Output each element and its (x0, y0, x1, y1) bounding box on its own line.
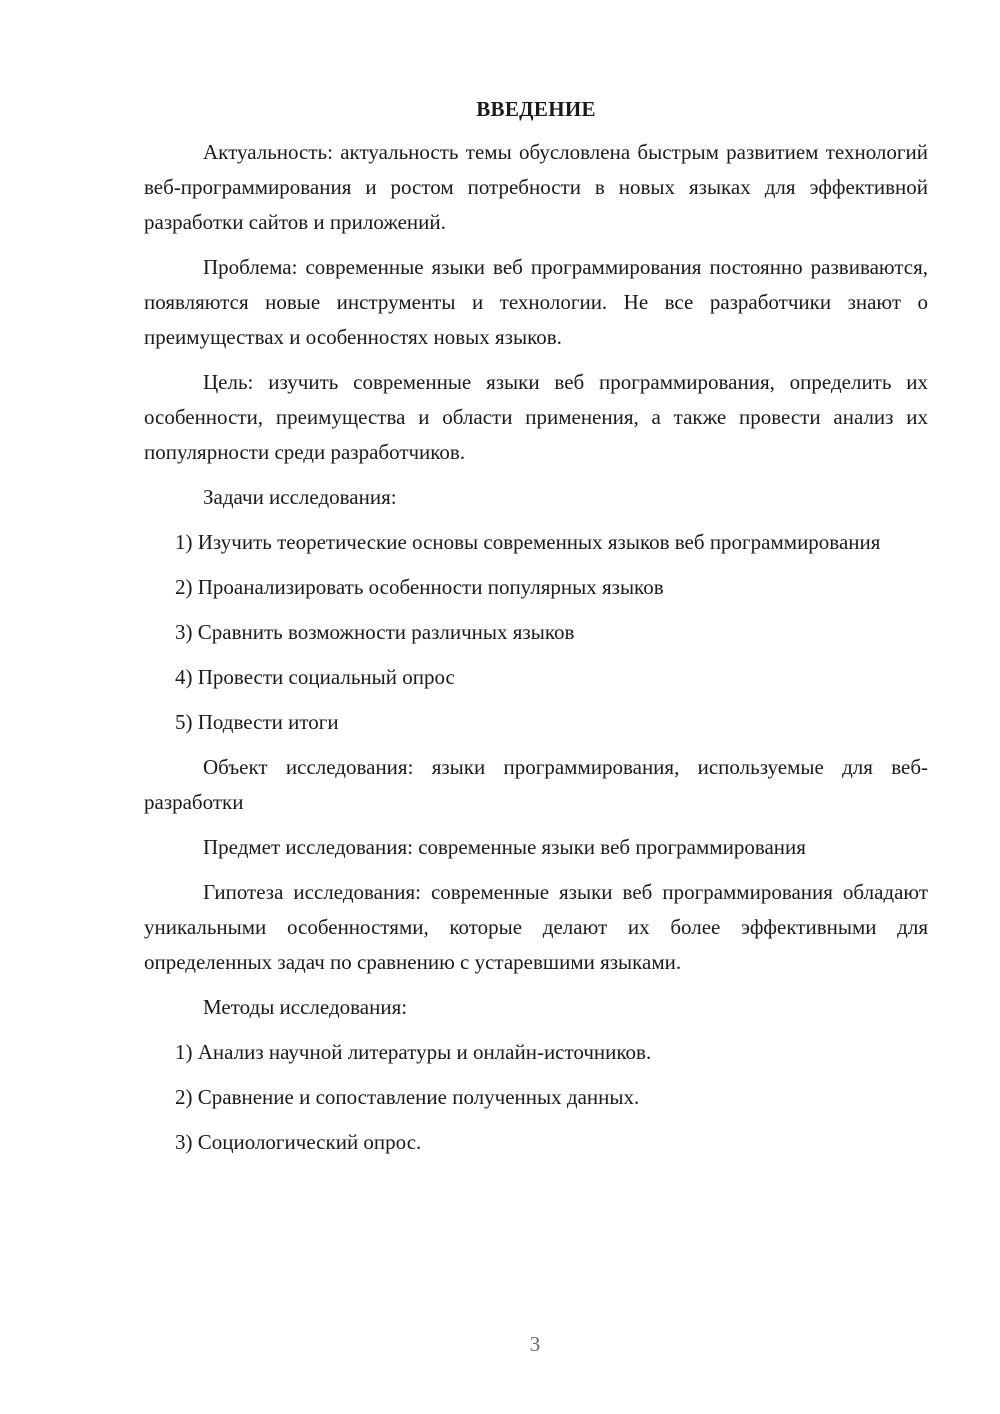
task-item-5: 5) Подвести итоги (175, 710, 339, 734)
document-page (144, 92, 928, 1170)
tasks-heading: Задачи исследования: (203, 485, 397, 509)
paragraph-subject: Предмет исследования: современные языки веб программирования (203, 835, 806, 859)
paragraph-object: Объект исследования: языки программирования, используемые для веб-разработки (144, 755, 928, 814)
paragraph-problem: Проблема: современные языки веб программирования постоянно развиваются, появляются новые инструменты и технологии. Не все разработчики знают о преимуществах и особенностях новых языков. (144, 255, 928, 349)
paragraph-relevance: Актуальность: актуальность темы обусловлена быстрым развитием технологий веб-программирования и ростом потребности в новых языках для эффективной разработки сайтов и приложений. (144, 140, 928, 234)
method-item-2: 2) Сравнение и сопоставление полученных данных. (175, 1085, 640, 1109)
page-number: 3 (529, 1332, 541, 1356)
task-item-3: 3) Сравнить возможности различных языков (175, 620, 575, 644)
method-item-3: 3) Социологический опрос. (175, 1130, 422, 1154)
task-item-1: 1) Изучить теоретические основы современных языков веб программирования (175, 530, 881, 554)
paragraph-goal: Цель: изучить современные языки веб программирования, определить их особенности, преимущества и области применения, а также провести анализ их популярности среди разработчиков. (144, 370, 928, 464)
page-title: ВВЕДЕНИЕ (476, 97, 596, 121)
method-item-1: 1) Анализ научной литературы и онлайн-источников. (175, 1040, 652, 1064)
task-item-2: 2) Проанализировать особенности популярных языков (175, 575, 664, 599)
task-item-4: 4) Провести социальный опрос (175, 665, 455, 689)
methods-heading: Методы исследования: (203, 995, 408, 1019)
paragraph-hypothesis: Гипотеза исследования: современные языки веб программирования обладают уникальными особенностями, которые делают их более эффективными для определенных задач по сравнению с устаревшими языками. (144, 880, 928, 974)
